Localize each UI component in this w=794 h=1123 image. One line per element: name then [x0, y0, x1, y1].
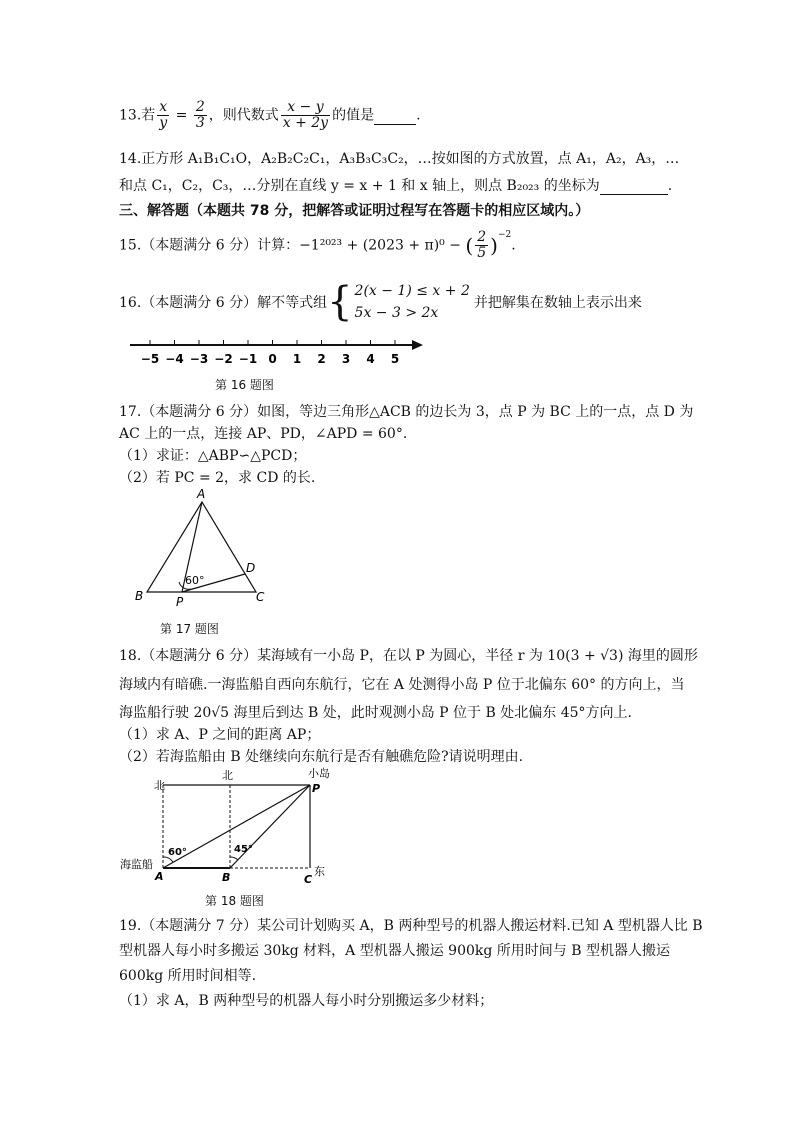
number-line-label: 0 [268, 352, 277, 366]
label-A: A [197, 487, 206, 501]
question-13: 13.若 $\frac{x}{y}$ = $\frac{2}{3}$ ，则代数式 $\frac{x - y}{x + 2y}$ 的值是 . [119, 99, 421, 131]
section-3-title: 三、解答题（本题共 78 分，把解答或证明过程写在答题卡的相应区域内。） [119, 203, 590, 219]
question-14-line-1: 14.正方形 A₁B₁C₁O，A₂B₂C₂C₁，A₃B₃C₃C₂，…按如图的方式放置，点 A₁，A₂，A₃，… [119, 151, 680, 167]
question-18-line-1: 18.（本题满分 6 分）某海域有一小岛 P，在以 P 为圆心，半径 r 为 10(3 + √3) 海里的圆形 [119, 648, 698, 664]
label-D: D [246, 561, 256, 575]
q13-fraction-x-over-y: $\frac{x}{y}$ [159, 99, 168, 131]
question-18-line-2: 海域内有暗礁.一海监船自西向东航行，它在 A 处测得小岛 P 位于北偏东 60° 的方向上，当 [119, 677, 685, 693]
number-line-label: −2 [214, 352, 233, 366]
label-island: 小岛 [308, 767, 330, 780]
label-B: B [135, 589, 144, 603]
label-north-1: 北 [154, 779, 165, 792]
q13-fraction-expression: $\frac{x - y}{x + 2y}$ [282, 99, 329, 131]
q15-fraction: $\frac{2}{5}$ [477, 229, 487, 261]
number-line-label: −5 [140, 352, 160, 366]
question-19-sub-1: （1）求 A，B 两种型号的机器人每小时分别搬运多少材料； [119, 993, 494, 1009]
label-A: A [155, 870, 164, 883]
number-line-label: −3 [189, 352, 209, 366]
label-B: B [222, 871, 231, 884]
label-P: P [312, 782, 321, 795]
number-line-label: 3 [341, 352, 351, 366]
question-17-line-1: 17.（本题满分 6 分）如图，等边三角形△ACB 的边长为 3，点 P 为 BC 上的一点，点 D 为 [119, 404, 694, 420]
question-17-sub-2: （2）若 PC = 2，求 CD 的长. [119, 470, 316, 486]
number-line-label: −4 [165, 352, 184, 366]
question-15: 15.（本题满分 6 分）计算：−1²⁰²³ + (2023 + π)⁰ − ( $\frac{2}{5}$ )$^{-2}$. [119, 229, 516, 261]
q14-answer-blank[interactable] [600, 178, 668, 195]
q13-fraction-2-over-3: $\frac{2}{3}$ [195, 99, 205, 131]
question-19-line-1: 19.（本题满分 7 分）某公司计划购买 A，B 两种型号的机器人搬运材料.已知 A 型机器人比 B [119, 918, 703, 934]
brace: { [327, 279, 353, 325]
label-ship: 海监船 [120, 858, 153, 871]
question-19-line-3: 600kg 所用时间相等. [119, 968, 257, 984]
question-17-sub-1: （1）求证：△ABP∽△PCD； [119, 448, 307, 464]
q13-prefix: 13.若 [119, 107, 156, 124]
angle-45-arc [230, 857, 238, 860]
question-18-sub-1: （1）求 A、P 之间的距离 AP； [119, 727, 321, 743]
question-18-sub-2: （2）若海监船由 B 处继续向东航行是否有触礁危险?请说明理由. [119, 749, 524, 765]
label-P: P [176, 595, 184, 607]
figure-16-caption: 第 16 题图 [215, 378, 274, 392]
number-line-arrow-icon [412, 340, 423, 350]
inequality-system: 2(x − 1) ≤ x + 2 5x − 3 > 2x [354, 283, 470, 321]
label-angle-60: 60° [185, 574, 205, 587]
q13-answer-blank[interactable] [374, 108, 416, 125]
triangle-figure [130, 487, 280, 607]
segment-BP [230, 785, 310, 868]
label-angle-45: 45° [234, 844, 253, 855]
question-14-line-2: 和点 C₁，C₂，C₃，…分别在直线 y = x + 1 和 x 轴上，则点 B₂₀₂₃ 的坐标为 . [119, 178, 673, 194]
label-east: 东 [314, 865, 325, 878]
figure-18-caption: 第 18 题图 [205, 894, 264, 908]
question-19-line-2: 型机器人每小时多搬运 30kg 材料，A 型机器人搬运 900kg 所用时间与 B 型机器人搬运 [119, 943, 670, 959]
label-C: C [256, 590, 265, 604]
label-C: C [304, 873, 313, 885]
figure-17-caption: 第 17 题图 [160, 622, 219, 636]
number-line-label: −1 [238, 352, 258, 366]
number-line-label: 2 [317, 352, 326, 366]
number-line-figure [128, 337, 428, 377]
question-16: 16.（本题满分 6 分）解不等式组{ 2(x − 1) ≤ x + 2 5x − 3 > 2x 并把解集在数轴上表示出来 [119, 279, 642, 325]
label-angle-60: 60° [168, 847, 187, 858]
number-line-label: 1 [292, 352, 302, 366]
question-18-line-3: 海监船行驶 20√5 海里后到达 B 处，此时观测小岛 P 位于 B 处北偏东 45°方向上. [119, 705, 632, 721]
label-north-2: 北 [222, 769, 233, 782]
number-line-label: 4 [366, 352, 375, 366]
question-17-line-2: AC 上的一点，连接 AP、PD，∠APD = 60°. [119, 426, 408, 442]
number-line-label: 5 [390, 352, 400, 366]
nautical-figure [118, 765, 358, 885]
